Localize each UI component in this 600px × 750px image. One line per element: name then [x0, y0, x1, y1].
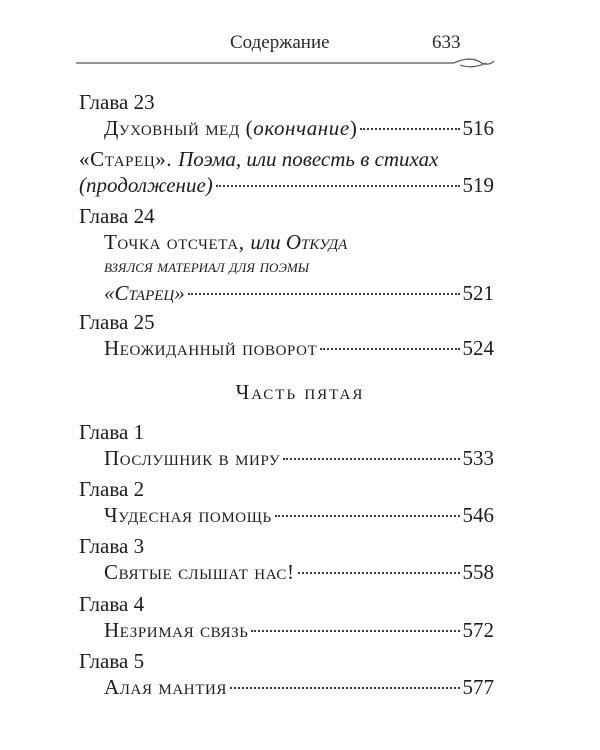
toc-entry-chapter-2 [79, 477, 494, 527]
chapter-label: Глава 5 [79, 649, 145, 673]
entry-page: 516 [462, 116, 494, 140]
entry-page: 558 [462, 560, 494, 584]
toc-row [104, 503, 494, 529]
entry-title-line-1: «Старец». Поэма, или повесть в стихах [79, 147, 439, 171]
dot-leader [283, 458, 459, 460]
dot-leader [320, 348, 459, 350]
toc-entry-chapter-1 [79, 420, 494, 470]
entry-page: 533 [462, 446, 494, 470]
toc-row [104, 560, 494, 586]
toc-entry-chapter-23 [79, 90, 494, 140]
entry-title: Алая мантия [104, 675, 228, 699]
toc-row [104, 675, 494, 701]
running-title: Содержание [230, 32, 330, 53]
entry-page: 546 [462, 503, 494, 527]
entry-page: 577 [462, 675, 494, 699]
toc-entry-chapter-3 [79, 534, 494, 584]
dot-leader [216, 185, 460, 187]
entry-page: 521 [462, 281, 494, 305]
entry-title: Чудесная помощь [104, 503, 272, 527]
dot-leader [188, 293, 460, 295]
entry-title: Послушник в миру [104, 446, 281, 470]
entry-title-line-1: Точка отсчета, или Откуда [104, 230, 348, 254]
toc-row [104, 618, 494, 644]
toc-row [104, 116, 494, 142]
page-number: 633 [432, 32, 461, 53]
entry-title: Святые слышат нас! [104, 560, 295, 584]
toc-row [104, 336, 494, 362]
chapter-label: Глава 23 [79, 90, 155, 114]
entry-title-line-2: (продолжение) [79, 173, 213, 197]
toc-entry-chapter-25 [79, 310, 494, 360]
toc-row [79, 173, 494, 199]
toc-entry-poem-starets [79, 147, 494, 197]
toc-row [104, 446, 494, 472]
part-title: Часть пятая [235, 380, 365, 404]
toc-row [104, 281, 494, 307]
chapter-label: Глава 1 [79, 420, 145, 444]
dot-leader [360, 128, 459, 130]
chapter-label: Глава 4 [79, 592, 145, 616]
chapter-label: Глава 24 [79, 204, 155, 228]
entry-title-line-2: взялся материал для поэмы [104, 256, 310, 277]
dot-leader [230, 687, 459, 689]
entry-page: 519 [462, 173, 494, 197]
chapter-label: Глава 2 [79, 477, 145, 501]
chapter-label: Глава 3 [79, 534, 145, 558]
entry-page: 524 [462, 336, 494, 360]
dot-leader [251, 630, 459, 632]
toc-entry-chapter-4 [79, 592, 494, 642]
entry-title-line-3: «Старец» [104, 281, 185, 305]
entry-title: Духовный мед (окончание) [104, 116, 358, 140]
chapter-label: Глава 25 [79, 310, 155, 334]
toc-entry-chapter-24 [79, 204, 494, 305]
page-header [0, 26, 600, 76]
dot-leader [298, 572, 460, 574]
entry-title: Незримая связь [104, 618, 249, 642]
dot-leader [275, 515, 460, 517]
entry-title: Неожиданный поворот [104, 336, 318, 360]
header-ornament-rule [76, 56, 494, 70]
entry-page: 572 [462, 618, 494, 642]
toc-entry-chapter-5 [79, 649, 494, 699]
